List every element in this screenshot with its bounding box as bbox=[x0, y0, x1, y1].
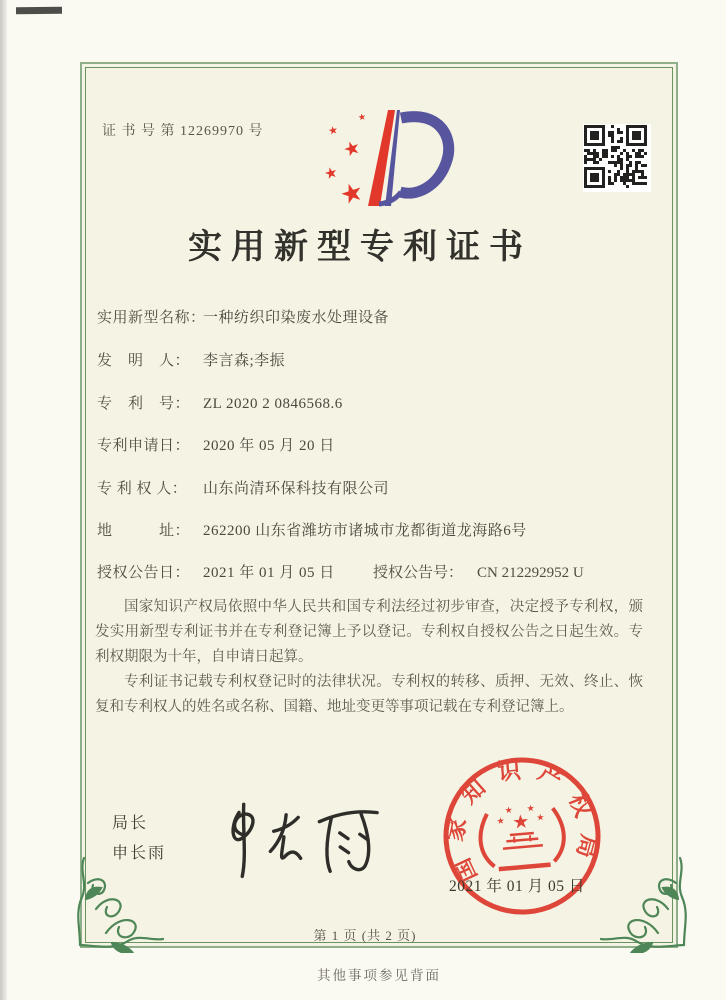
body-paragraph-2: 专利证书记载专利权登记时的法律状况。专利权的转移、质押、无效、终止、恢复和专利权人的姓名或名称、国籍、地址变更等事项记载在专利登记簿上。 bbox=[95, 674, 643, 715]
field-value: 262200 山东省潍坊市诸城市龙都街道龙海路6号 bbox=[203, 523, 527, 539]
scan-edge-shadow bbox=[0, 0, 7, 1000]
signature-handwriting bbox=[212, 792, 407, 887]
field-value: 李言森;李振 bbox=[203, 353, 286, 369]
seal-text-curved: 国家知识产权局 bbox=[441, 756, 603, 886]
scan-artifact bbox=[16, 7, 62, 14]
signature-strokes bbox=[210, 789, 408, 891]
svg-text:★: ★ bbox=[322, 164, 340, 184]
field-label: 专利申请日： bbox=[97, 438, 191, 454]
official-seal bbox=[428, 740, 616, 932]
svg-text:★: ★ bbox=[511, 811, 531, 834]
signature-title: 局长 bbox=[112, 815, 149, 832]
certificate-number: 证 书 号 第 12269970 号 bbox=[102, 124, 264, 139]
svg-text:★: ★ bbox=[526, 802, 536, 814]
field-value: 一种纺织印染废水处理设备 bbox=[203, 310, 390, 326]
field-label: 授权公告日： bbox=[97, 565, 191, 581]
page-title: 实用新型专利证书 bbox=[188, 229, 532, 266]
field-label: 授权公告号： bbox=[373, 565, 464, 581]
svg-text:★: ★ bbox=[504, 804, 514, 816]
seal-svg bbox=[428, 740, 616, 932]
field-value: CN 212292952 U bbox=[477, 565, 584, 581]
legal-text-block bbox=[95, 595, 643, 720]
field-label: 地 址： bbox=[97, 523, 191, 539]
field-value: ZL 2020 2 0846568.6 bbox=[203, 396, 343, 412]
flourish-svg bbox=[73, 853, 168, 953]
field-row-inventors bbox=[97, 349, 657, 370]
corner-flourish-right bbox=[596, 853, 691, 953]
field-label: 实用新型名称： bbox=[97, 310, 206, 326]
svg-text:★: ★ bbox=[496, 815, 506, 827]
field-row-address bbox=[97, 519, 657, 540]
svg-text:★: ★ bbox=[357, 111, 367, 123]
cnipa-logo-icon bbox=[300, 102, 460, 214]
cnipa-logo-svg bbox=[300, 102, 460, 214]
field-value: 2020 年 05 月 20 日 bbox=[203, 438, 335, 454]
field-row-patent-no bbox=[97, 392, 657, 413]
field-label: 专 利 号： bbox=[97, 396, 191, 412]
seal-date: 2021 年 01 月 05 日 bbox=[449, 878, 585, 895]
corner-flourish-left bbox=[73, 853, 168, 953]
field-row-filing-date bbox=[97, 434, 657, 455]
svg-text:★: ★ bbox=[327, 124, 340, 138]
svg-text:★: ★ bbox=[340, 136, 364, 163]
field-row-name bbox=[97, 306, 657, 327]
svg-text:★: ★ bbox=[336, 176, 368, 211]
back-note: 其他事项参见背面 bbox=[317, 968, 441, 983]
page-footer: 第 1 页 (共 2 页) bbox=[313, 928, 417, 943]
qr-code-svg bbox=[584, 125, 647, 188]
qr-code bbox=[583, 124, 651, 192]
field-label: 专 利 权 人： bbox=[97, 481, 188, 497]
field-value: 山东尚清环保科技有限公司 bbox=[203, 481, 390, 497]
field-value: 2021 年 01 月 05 日 bbox=[203, 565, 335, 581]
field-label: 发 明 人： bbox=[97, 353, 191, 369]
seal-emblem bbox=[478, 800, 566, 870]
body-paragraph-1: 国家知识产权局依照中华人民共和国专利法经过初步审查，决定授予专利权，颁发实用新型专利证书并在专利登记簿上予以登记。专利权自授权公告之日起生效。专利权期限为十年，自申请日起算。 bbox=[95, 599, 643, 665]
field-row-patentee bbox=[97, 477, 657, 498]
logo-stars bbox=[323, 111, 368, 211]
signature-name: 申长雨 bbox=[112, 845, 167, 862]
logo-p-swoosh bbox=[400, 117, 449, 194]
svg-text:★: ★ bbox=[535, 811, 545, 823]
field-row-publication-no bbox=[373, 561, 673, 582]
flourish-svg bbox=[596, 853, 691, 953]
